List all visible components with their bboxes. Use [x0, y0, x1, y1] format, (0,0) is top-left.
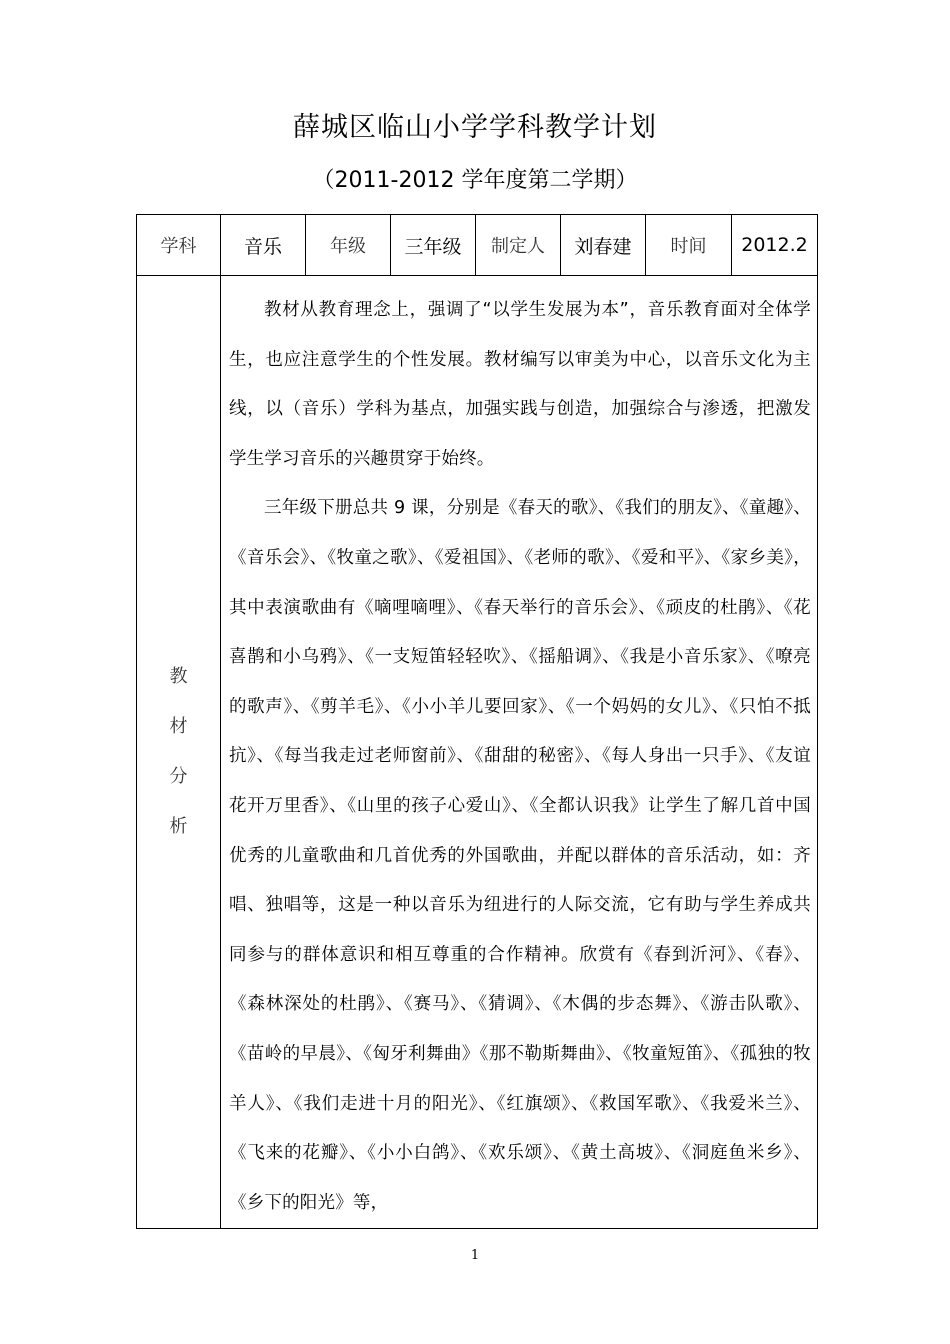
time-label: 时间	[646, 215, 732, 276]
author-value: 刘春建	[561, 215, 646, 276]
analysis-label-char: 材	[169, 716, 188, 738]
subject-label: 学科	[137, 215, 221, 276]
time-value: 2012.2	[732, 215, 818, 276]
author-label: 制定人	[476, 215, 561, 276]
subject-value: 音乐	[221, 215, 306, 276]
analysis-content-cell	[221, 276, 818, 1229]
analysis-label-char: 分	[169, 766, 188, 788]
grade-value: 三年级	[391, 215, 476, 276]
grade-label: 年级	[306, 215, 391, 276]
analysis-paragraph: 教材从教育理念上，强调了“以学生发展为本”，音乐教育面对全体学生，也应注意学生的个性发展。教材编写以审美为中心，以音乐文化为主线，以（音乐）学科为基点，加强实践与创造，加强综合与渗透，把激发学生学习音乐的兴趣贯穿于始终。	[229, 300, 811, 469]
analysis-label-char: 析	[169, 816, 188, 838]
analysis-label-cell	[137, 276, 221, 1229]
header-row	[137, 215, 818, 276]
analysis-paragraph: 三年级下册总共 9 课，分别是《春天的歌》、《我们的朋友》、《童趣》、《音乐会》、《牧童之歌》、《爱祖国》、《老师的歌》、《爱和平》、《家乡美》，其中表演歌曲有《嘀哩嘀哩》、《春天举行的音乐会》、《顽皮的杜鹃》、《花喜鹊和小乌鸦》、《一支短笛轻轻吹》、《摇船调》、《我是小音乐家》、《嘹亮的歌声》、《剪羊毛》、《小小羊儿要回家》、《一个妈妈的女儿》、《只怕不抵抗》、《每当我走过老师窗前》、《甜甜的秘密》、《每人身出一只手》、《友谊花开万里香》、《山里的孩子心爱山》、《全都认识我》让学生了解几首中国优秀的儿童歌曲和几首优秀的外国歌曲，并配以群体的音乐活动，如：齐唱、独唱等，这是一种以音乐为纽进行的人际交流，它有助与学生养成共同参与的群体意识和相互尊重的合作精神。欣赏有《春到沂河》、《春》、《森林深处的杜鹃》、《赛马》、《猜调》、《木偶的步态舞》、《游击队歌》、《苗岭的早晨》、《匈牙利舞曲》《那不勒斯舞曲》、《牧童短笛》、《孤独的牧羊人》、《我们走进十月的阳光》、《红旗颂》、《救国军歌》、《我爱米兰》、《飞来的花瓣》、《小小白鸽》、《欢乐颂》、《黄土高坡》、《洞庭鱼米乡》、《乡下的阳光》等，	[229, 498, 811, 1213]
analysis-label-char: 教	[169, 666, 188, 688]
document-title: 薛城区临山小学学科教学计划	[293, 112, 657, 143]
document-subtitle: （2011-2012 学年度第二学期）	[312, 168, 638, 193]
plan-table	[136, 214, 818, 1229]
analysis-label	[137, 652, 220, 852]
analysis-row	[137, 276, 818, 1229]
page-number: 1	[470, 1248, 480, 1263]
